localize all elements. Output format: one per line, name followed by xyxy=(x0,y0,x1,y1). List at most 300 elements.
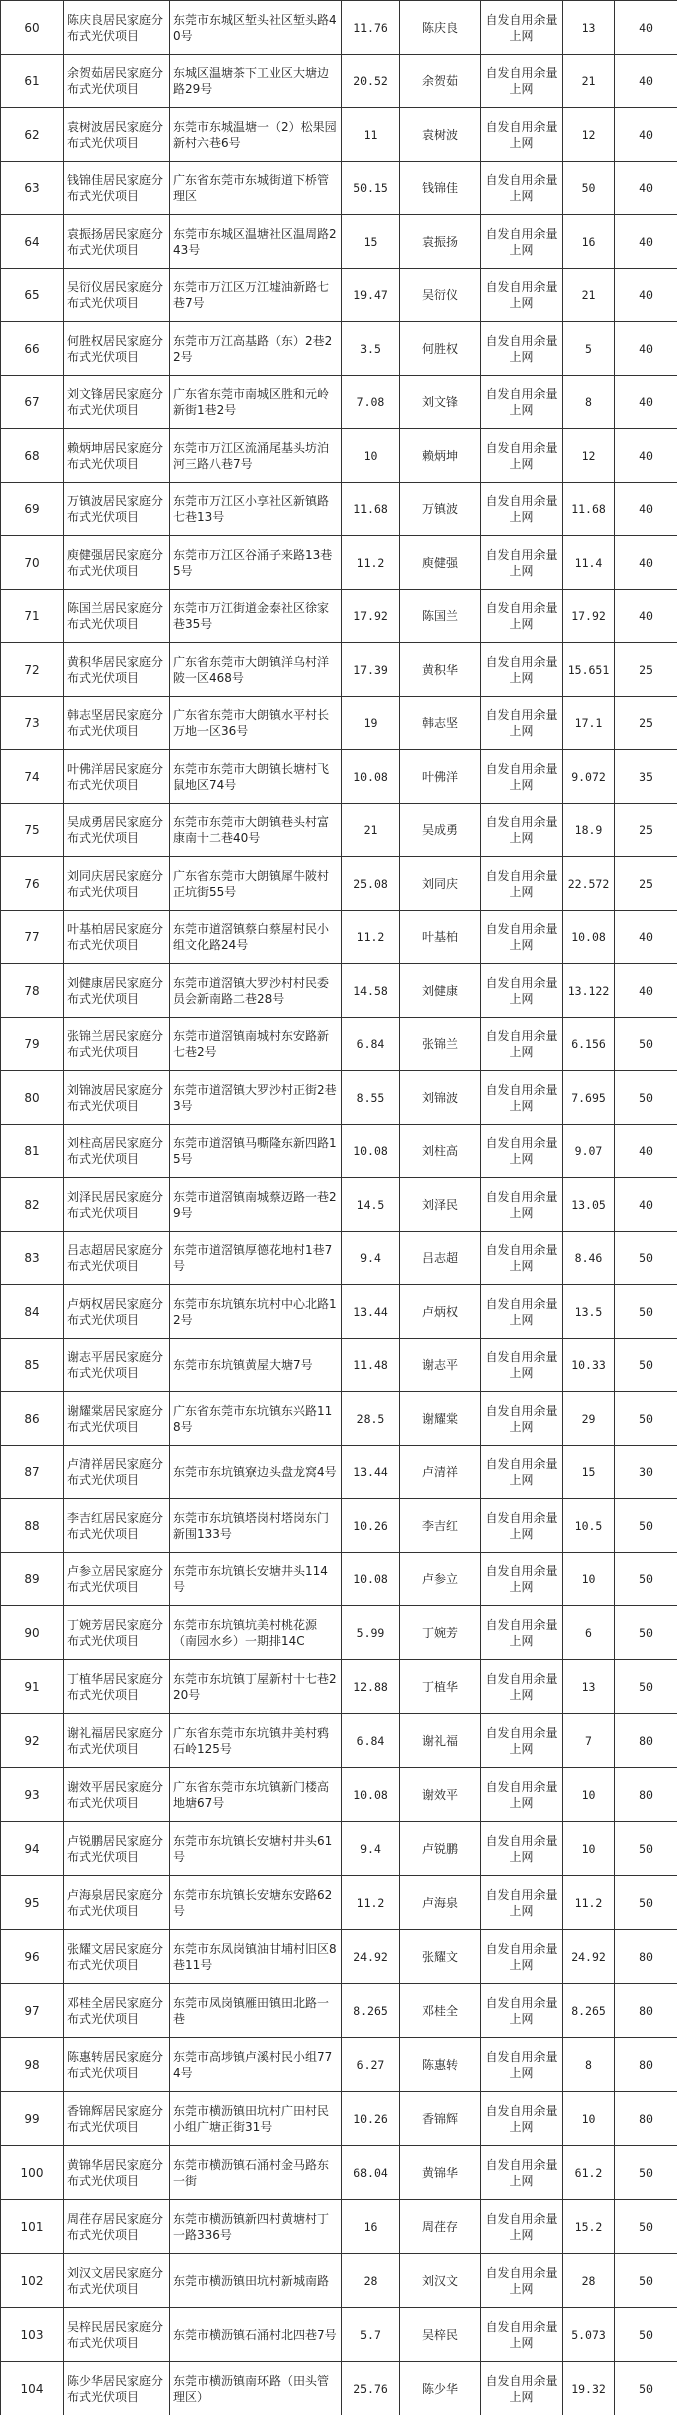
row-index: 76 xyxy=(1,857,64,911)
row-index: 60 xyxy=(1,1,64,55)
installed-capacity: 17.39 xyxy=(342,643,400,697)
installed-capacity: 9.4 xyxy=(342,1232,400,1285)
grid-connection-mode: 自发自用余量上网 xyxy=(481,2038,563,2092)
row-index: 98 xyxy=(1,2038,64,2092)
project-address: 东莞市东坑镇长安塘村井头61号 xyxy=(170,1822,342,1876)
cell-value: 9.07 xyxy=(563,1125,615,1178)
project-address: 东莞市横沥镇田坑村新城南路 xyxy=(170,2254,342,2308)
project-address: 东莞市凤岗镇雁田镇田北路一巷 xyxy=(170,1984,342,2038)
installed-capacity: 20.52 xyxy=(342,55,400,108)
cell-value: 21 xyxy=(563,269,615,322)
cell-price: 40 xyxy=(615,1178,677,1232)
row-index: 73 xyxy=(1,697,64,750)
row-index: 84 xyxy=(1,1285,64,1339)
installed-capacity: 11.2 xyxy=(342,911,400,964)
installed-capacity: 10.26 xyxy=(342,2092,400,2146)
project-name: 张耀文居民家庭分布式光伏项目 xyxy=(64,1930,170,1984)
cell-price: 40 xyxy=(615,322,677,376)
project-address: 东莞市横沥镇石涌村金马路东一街 xyxy=(170,2146,342,2200)
installed-capacity: 21 xyxy=(342,804,400,857)
table-row xyxy=(1,1446,677,1499)
cell-value: 7.695 xyxy=(563,1071,615,1125)
row-index: 82 xyxy=(1,1178,64,1232)
owner-name: 庾健强 xyxy=(400,536,481,590)
cell-value: 5.073 xyxy=(563,2308,615,2362)
project-address: 广东省东莞市大朗镇水平村长万地一区36号 xyxy=(170,697,342,750)
owner-name: 卢清祥 xyxy=(400,1446,481,1499)
table-row xyxy=(1,162,677,215)
project-address: 东莞市万江区小享社区新镇路七巷13号 xyxy=(170,483,342,536)
row-index: 63 xyxy=(1,162,64,215)
row-index: 64 xyxy=(1,215,64,269)
table-row xyxy=(1,429,677,483)
owner-name: 卢锐鹏 xyxy=(400,1822,481,1876)
project-address: 东莞市道滘镇马嘶隆东新四路15号 xyxy=(170,1125,342,1178)
project-address: 广东省东莞市东坑镇井美村鸦石岭125号 xyxy=(170,1714,342,1768)
row-index: 68 xyxy=(1,429,64,483)
cell-price: 50 xyxy=(615,2254,677,2308)
row-index: 91 xyxy=(1,1660,64,1714)
table-row xyxy=(1,1822,677,1876)
table-row xyxy=(1,1018,677,1071)
project-name: 何胜权居民家庭分布式光伏项目 xyxy=(64,322,170,376)
cell-value: 50 xyxy=(563,162,615,215)
installed-capacity: 17.92 xyxy=(342,590,400,643)
grid-connection-mode: 自发自用余量上网 xyxy=(481,1499,563,1553)
cell-price: 80 xyxy=(615,2092,677,2146)
row-index: 101 xyxy=(1,2200,64,2254)
project-address: 广东省东莞市东坑镇新门楼高地塘67号 xyxy=(170,1768,342,1822)
cell-value: 17.1 xyxy=(563,697,615,750)
project-name: 丁婉芳居民家庭分布式光伏项目 xyxy=(64,1606,170,1660)
project-address: 东莞市万江区谷涌子来路13巷5号 xyxy=(170,536,342,590)
project-address: 东莞市横沥镇石涌村北四巷7号 xyxy=(170,2308,342,2362)
project-name: 谢效平居民家庭分布式光伏项目 xyxy=(64,1768,170,1822)
project-address: 东莞市东坑镇黄屋大塘7号 xyxy=(170,1339,342,1392)
row-index: 72 xyxy=(1,643,64,697)
cell-price: 50 xyxy=(615,1232,677,1285)
owner-name: 韩志坚 xyxy=(400,697,481,750)
cell-price: 50 xyxy=(615,2362,677,2415)
grid-connection-mode: 自发自用余量上网 xyxy=(481,1822,563,1876)
grid-connection-mode: 自发自用余量上网 xyxy=(481,1606,563,1660)
cell-price: 50 xyxy=(615,2146,677,2200)
cell-price: 40 xyxy=(615,536,677,590)
owner-name: 邓桂全 xyxy=(400,1984,481,2038)
table-row xyxy=(1,697,677,750)
owner-name: 刘同庆 xyxy=(400,857,481,911)
cell-price: 50 xyxy=(615,1660,677,1714)
project-name: 谢耀棠居民家庭分布式光伏项目 xyxy=(64,1392,170,1446)
installed-capacity: 50.15 xyxy=(342,162,400,215)
cell-price: 40 xyxy=(615,964,677,1018)
project-name: 庾健强居民家庭分布式光伏项目 xyxy=(64,536,170,590)
cell-value: 13.5 xyxy=(563,1285,615,1339)
project-name: 余贺茹居民家庭分布式光伏项目 xyxy=(64,55,170,108)
cell-value: 10 xyxy=(563,1822,615,1876)
owner-name: 万镇波 xyxy=(400,483,481,536)
table-row xyxy=(1,1125,677,1178)
grid-connection-mode: 自发自用余量上网 xyxy=(481,2308,563,2362)
row-index: 62 xyxy=(1,108,64,162)
grid-connection-mode: 自发自用余量上网 xyxy=(481,1125,563,1178)
grid-connection-mode: 自发自用余量上网 xyxy=(481,483,563,536)
cell-value: 19.32 xyxy=(563,2362,615,2415)
installed-capacity: 11.68 xyxy=(342,483,400,536)
project-name: 卢清祥居民家庭分布式光伏项目 xyxy=(64,1446,170,1499)
owner-name: 刘柱高 xyxy=(400,1125,481,1178)
project-name: 吕志超居民家庭分布式光伏项目 xyxy=(64,1232,170,1285)
project-name: 刘文锋居民家庭分布式光伏项目 xyxy=(64,376,170,429)
row-index: 93 xyxy=(1,1768,64,1822)
grid-connection-mode: 自发自用余量上网 xyxy=(481,2362,563,2415)
cell-price: 50 xyxy=(615,2200,677,2254)
row-index: 75 xyxy=(1,804,64,857)
project-address: 东莞市道滘镇南城村东安路新七巷2号 xyxy=(170,1018,342,1071)
row-index: 88 xyxy=(1,1499,64,1553)
cell-price: 30 xyxy=(615,1446,677,1499)
owner-name: 刘汉文 xyxy=(400,2254,481,2308)
cell-value: 15.651 xyxy=(563,643,615,697)
table-row xyxy=(1,1606,677,1660)
cell-price: 50 xyxy=(615,2308,677,2362)
table-row xyxy=(1,964,677,1018)
cell-price: 25 xyxy=(615,643,677,697)
cell-price: 25 xyxy=(615,697,677,750)
owner-name: 吴衍仪 xyxy=(400,269,481,322)
table-row xyxy=(1,215,677,269)
table-row xyxy=(1,1232,677,1285)
cell-value: 15 xyxy=(563,1446,615,1499)
installed-capacity: 15 xyxy=(342,215,400,269)
project-name: 袁振扬居民家庭分布式光伏项目 xyxy=(64,215,170,269)
project-address: 东莞市东坑镇长安塘东安路62号 xyxy=(170,1876,342,1930)
project-address: 东莞市东坑镇东坑村中心北路12号 xyxy=(170,1285,342,1339)
project-address: 东莞市东莞市大朗镇长塘村飞鼠地区74号 xyxy=(170,750,342,804)
cell-price: 80 xyxy=(615,1714,677,1768)
project-address: 东莞市东凤岗镇油甘埔村旧区8巷11号 xyxy=(170,1930,342,1984)
installed-capacity: 10.08 xyxy=(342,750,400,804)
project-name: 卢参立居民家庭分布式光伏项目 xyxy=(64,1553,170,1606)
cell-price: 40 xyxy=(615,55,677,108)
row-index: 67 xyxy=(1,376,64,429)
project-address: 东莞市万江街道金泰社区徐家巷35号 xyxy=(170,590,342,643)
installed-capacity: 10 xyxy=(342,429,400,483)
grid-connection-mode: 自发自用余量上网 xyxy=(481,1285,563,1339)
grid-connection-mode: 自发自用余量上网 xyxy=(481,429,563,483)
project-name: 邓桂全居民家庭分布式光伏项目 xyxy=(64,1984,170,2038)
installed-capacity: 3.5 xyxy=(342,322,400,376)
installed-capacity: 6.84 xyxy=(342,1714,400,1768)
grid-connection-mode: 自发自用余量上网 xyxy=(481,1714,563,1768)
cell-price: 40 xyxy=(615,269,677,322)
installed-capacity: 5.7 xyxy=(342,2308,400,2362)
cell-value: 10 xyxy=(563,1553,615,1606)
cell-value: 7 xyxy=(563,1714,615,1768)
table-row xyxy=(1,322,677,376)
grid-connection-mode: 自发自用余量上网 xyxy=(481,1339,563,1392)
table-row xyxy=(1,2362,677,2415)
installed-capacity: 28 xyxy=(342,2254,400,2308)
cell-value: 11.4 xyxy=(563,536,615,590)
table-row xyxy=(1,643,677,697)
cell-price: 40 xyxy=(615,376,677,429)
project-address: 广东省东莞市南城区胜和元岭新街1巷2号 xyxy=(170,376,342,429)
table-row xyxy=(1,1660,677,1714)
owner-name: 吴成勇 xyxy=(400,804,481,857)
row-index: 89 xyxy=(1,1553,64,1606)
project-address: 东莞市东坑镇坑美村桃花源（南园水乡）一期排14C xyxy=(170,1606,342,1660)
installed-capacity: 8.265 xyxy=(342,1984,400,2038)
project-address: 广东省东莞市大朗镇洋乌村洋陂一区468号 xyxy=(170,643,342,697)
installed-capacity: 9.4 xyxy=(342,1822,400,1876)
installed-capacity: 10.08 xyxy=(342,1125,400,1178)
cell-value: 10.5 xyxy=(563,1499,615,1553)
installed-capacity: 11.2 xyxy=(342,1876,400,1930)
project-address: 东莞市道滘镇蔡白蔡屋村民小组文化路24号 xyxy=(170,911,342,964)
row-index: 70 xyxy=(1,536,64,590)
grid-connection-mode: 自发自用余量上网 xyxy=(481,643,563,697)
project-address: 东莞市东坑镇长安塘井头114号 xyxy=(170,1553,342,1606)
row-index: 78 xyxy=(1,964,64,1018)
grid-connection-mode: 自发自用余量上网 xyxy=(481,2092,563,2146)
table-row xyxy=(1,1339,677,1392)
grid-connection-mode: 自发自用余量上网 xyxy=(481,269,563,322)
project-name: 吴衍仪居民家庭分布式光伏项目 xyxy=(64,269,170,322)
cell-value: 12 xyxy=(563,108,615,162)
installed-capacity: 10.08 xyxy=(342,1553,400,1606)
cell-value: 28 xyxy=(563,2254,615,2308)
table-row xyxy=(1,1071,677,1125)
installed-capacity: 10.26 xyxy=(342,1499,400,1553)
owner-name: 卢参立 xyxy=(400,1553,481,1606)
cell-value: 8 xyxy=(563,376,615,429)
grid-connection-mode: 自发自用余量上网 xyxy=(481,1553,563,1606)
cell-price: 50 xyxy=(615,1339,677,1392)
cell-price: 40 xyxy=(615,1,677,55)
cell-value: 6.156 xyxy=(563,1018,615,1071)
owner-name: 李吉红 xyxy=(400,1499,481,1553)
grid-connection-mode: 自发自用余量上网 xyxy=(481,1930,563,1984)
row-index: 79 xyxy=(1,1018,64,1071)
row-index: 71 xyxy=(1,590,64,643)
cell-price: 80 xyxy=(615,2038,677,2092)
project-address: 东莞市横沥镇田坑村广田村民小组广塘正街31号 xyxy=(170,2092,342,2146)
owner-name: 刘文锋 xyxy=(400,376,481,429)
owner-name: 吴梓民 xyxy=(400,2308,481,2362)
project-name: 谢志平居民家庭分布式光伏项目 xyxy=(64,1339,170,1392)
cell-price: 40 xyxy=(615,590,677,643)
installed-capacity: 5.99 xyxy=(342,1606,400,1660)
table-row xyxy=(1,55,677,108)
row-index: 92 xyxy=(1,1714,64,1768)
cell-price: 80 xyxy=(615,1984,677,2038)
installed-capacity: 7.08 xyxy=(342,376,400,429)
project-name: 刘同庆居民家庭分布式光伏项目 xyxy=(64,857,170,911)
cell-value: 22.572 xyxy=(563,857,615,911)
project-name: 万镇波居民家庭分布式光伏项目 xyxy=(64,483,170,536)
cell-price: 35 xyxy=(615,750,677,804)
grid-connection-mode: 自发自用余量上网 xyxy=(481,2146,563,2200)
project-name: 钱锦佳居民家庭分布式光伏项目 xyxy=(64,162,170,215)
table-row xyxy=(1,536,677,590)
row-index: 102 xyxy=(1,2254,64,2308)
row-index: 66 xyxy=(1,322,64,376)
owner-name: 袁振扬 xyxy=(400,215,481,269)
table-row xyxy=(1,1876,677,1930)
cell-price: 50 xyxy=(615,1285,677,1339)
owner-name: 丁植华 xyxy=(400,1660,481,1714)
table-row xyxy=(1,1714,677,1768)
owner-name: 吕志超 xyxy=(400,1232,481,1285)
table-row xyxy=(1,483,677,536)
installed-capacity: 19.47 xyxy=(342,269,400,322)
cell-value: 5 xyxy=(563,322,615,376)
table-row xyxy=(1,804,677,857)
cell-value: 24.92 xyxy=(563,1930,615,1984)
grid-connection-mode: 自发自用余量上网 xyxy=(481,1018,563,1071)
project-name: 陈国兰居民家庭分布式光伏项目 xyxy=(64,590,170,643)
cell-value: 10.33 xyxy=(563,1339,615,1392)
table-row xyxy=(1,1178,677,1232)
project-name: 张锦兰居民家庭分布式光伏项目 xyxy=(64,1018,170,1071)
cell-value: 8.265 xyxy=(563,1984,615,2038)
owner-name: 黄锦华 xyxy=(400,2146,481,2200)
owner-name: 陈少华 xyxy=(400,2362,481,2415)
table-row xyxy=(1,750,677,804)
project-name: 谢礼福居民家庭分布式光伏项目 xyxy=(64,1714,170,1768)
row-index: 85 xyxy=(1,1339,64,1392)
cell-price: 40 xyxy=(615,108,677,162)
cell-price: 50 xyxy=(615,1553,677,1606)
project-name: 李吉红居民家庭分布式光伏项目 xyxy=(64,1499,170,1553)
project-address: 东莞市东坑镇塔岗村塔岗东门新围133号 xyxy=(170,1499,342,1553)
owner-name: 谢礼福 xyxy=(400,1714,481,1768)
project-name: 丁植华居民家庭分布式光伏项目 xyxy=(64,1660,170,1714)
row-index: 97 xyxy=(1,1984,64,2038)
owner-name: 谢耀棠 xyxy=(400,1392,481,1446)
owner-name: 谢效平 xyxy=(400,1768,481,1822)
project-name: 黄锦华居民家庭分布式光伏项目 xyxy=(64,2146,170,2200)
cell-value: 10 xyxy=(563,1768,615,1822)
project-address: 广东省东莞市东城街道下桥管理区 xyxy=(170,162,342,215)
installed-capacity: 14.58 xyxy=(342,964,400,1018)
project-name: 韩志坚居民家庭分布式光伏项目 xyxy=(64,697,170,750)
grid-connection-mode: 自发自用余量上网 xyxy=(481,2254,563,2308)
installed-capacity: 28.5 xyxy=(342,1392,400,1446)
table-row xyxy=(1,1285,677,1339)
project-address: 东莞市东城区堑头社区堑头路40号 xyxy=(170,1,342,55)
cell-price: 40 xyxy=(615,1125,677,1178)
project-address: 东莞市横沥镇南环路（田头管理区） xyxy=(170,2362,342,2415)
project-name: 卢炳权居民家庭分布式光伏项目 xyxy=(64,1285,170,1339)
cell-value: 61.2 xyxy=(563,2146,615,2200)
grid-connection-mode: 自发自用余量上网 xyxy=(481,1392,563,1446)
installed-capacity: 25.76 xyxy=(342,2362,400,2415)
owner-name: 周荏存 xyxy=(400,2200,481,2254)
table-row xyxy=(1,2146,677,2200)
project-name: 陈惠转居民家庭分布式光伏项目 xyxy=(64,2038,170,2092)
table-row xyxy=(1,2092,677,2146)
grid-connection-mode: 自发自用余量上网 xyxy=(481,911,563,964)
grid-connection-mode: 自发自用余量上网 xyxy=(481,376,563,429)
row-index: 77 xyxy=(1,911,64,964)
project-name: 刘柱高居民家庭分布式光伏项目 xyxy=(64,1125,170,1178)
project-address: 东莞市东坑镇寮边头盘龙窝4号 xyxy=(170,1446,342,1499)
row-index: 83 xyxy=(1,1232,64,1285)
table-row xyxy=(1,2254,677,2308)
cell-price: 40 xyxy=(615,215,677,269)
grid-connection-mode: 自发自用余量上网 xyxy=(481,1,563,55)
owner-name: 卢炳权 xyxy=(400,1285,481,1339)
project-name: 刘汉文居民家庭分布式光伏项目 xyxy=(64,2254,170,2308)
cell-price: 50 xyxy=(615,1606,677,1660)
grid-connection-mode: 自发自用余量上网 xyxy=(481,2200,563,2254)
row-index: 86 xyxy=(1,1392,64,1446)
owner-name: 刘泽民 xyxy=(400,1178,481,1232)
installed-capacity: 16 xyxy=(342,2200,400,2254)
cell-value: 10 xyxy=(563,2092,615,2146)
table-row xyxy=(1,1553,677,1606)
cell-price: 25 xyxy=(615,857,677,911)
grid-connection-mode: 自发自用余量上网 xyxy=(481,55,563,108)
grid-connection-mode: 自发自用余量上网 xyxy=(481,750,563,804)
grid-connection-mode: 自发自用余量上网 xyxy=(481,162,563,215)
cell-value: 15.2 xyxy=(563,2200,615,2254)
table-row xyxy=(1,1984,677,2038)
project-name: 黄积华居民家庭分布式光伏项目 xyxy=(64,643,170,697)
project-name: 刘健康居民家庭分布式光伏项目 xyxy=(64,964,170,1018)
project-name: 周荏存居民家庭分布式光伏项目 xyxy=(64,2200,170,2254)
owner-name: 丁婉芳 xyxy=(400,1606,481,1660)
grid-connection-mode: 自发自用余量上网 xyxy=(481,1178,563,1232)
installed-capacity: 25.08 xyxy=(342,857,400,911)
owner-name: 香锦辉 xyxy=(400,2092,481,2146)
project-address: 东莞市万江区流涌尾基头坊泊河三路八巷7号 xyxy=(170,429,342,483)
project-address: 东莞市东城温塘一（2）松果园新村六巷6号 xyxy=(170,108,342,162)
row-index: 87 xyxy=(1,1446,64,1499)
cell-value: 8 xyxy=(563,2038,615,2092)
row-index: 61 xyxy=(1,55,64,108)
owner-name: 谢志平 xyxy=(400,1339,481,1392)
owner-name: 刘健康 xyxy=(400,964,481,1018)
cell-value: 21 xyxy=(563,55,615,108)
grid-connection-mode: 自发自用余量上网 xyxy=(481,1071,563,1125)
project-name: 陈少华居民家庭分布式光伏项目 xyxy=(64,2362,170,2415)
project-name: 赖炳坤居民家庭分布式光伏项目 xyxy=(64,429,170,483)
owner-name: 陈国兰 xyxy=(400,590,481,643)
table-row xyxy=(1,269,677,322)
owner-name: 叶基柏 xyxy=(400,911,481,964)
project-name: 袁树波居民家庭分布式光伏项目 xyxy=(64,108,170,162)
cell-price: 80 xyxy=(615,1930,677,1984)
project-address: 东城区温塘茶下工业区大塘边路29号 xyxy=(170,55,342,108)
project-address: 东莞市道滘镇南城蔡迈路一巷29号 xyxy=(170,1178,342,1232)
grid-connection-mode: 自发自用余量上网 xyxy=(481,1876,563,1930)
cell-value: 17.92 xyxy=(563,590,615,643)
owner-name: 陈庆良 xyxy=(400,1,481,55)
project-address: 东莞市道滘镇大罗沙村村民委员会新南路二巷28号 xyxy=(170,964,342,1018)
cell-value: 13 xyxy=(563,1,615,55)
cell-price: 40 xyxy=(615,429,677,483)
project-name: 香锦辉居民家庭分布式光伏项目 xyxy=(64,2092,170,2146)
installed-capacity: 12.88 xyxy=(342,1660,400,1714)
grid-connection-mode: 自发自用余量上网 xyxy=(481,590,563,643)
cell-value: 13.05 xyxy=(563,1178,615,1232)
grid-connection-mode: 自发自用余量上网 xyxy=(481,215,563,269)
project-address: 东莞市道滘镇厚德花地村1巷7号 xyxy=(170,1232,342,1285)
cell-price: 50 xyxy=(615,1392,677,1446)
